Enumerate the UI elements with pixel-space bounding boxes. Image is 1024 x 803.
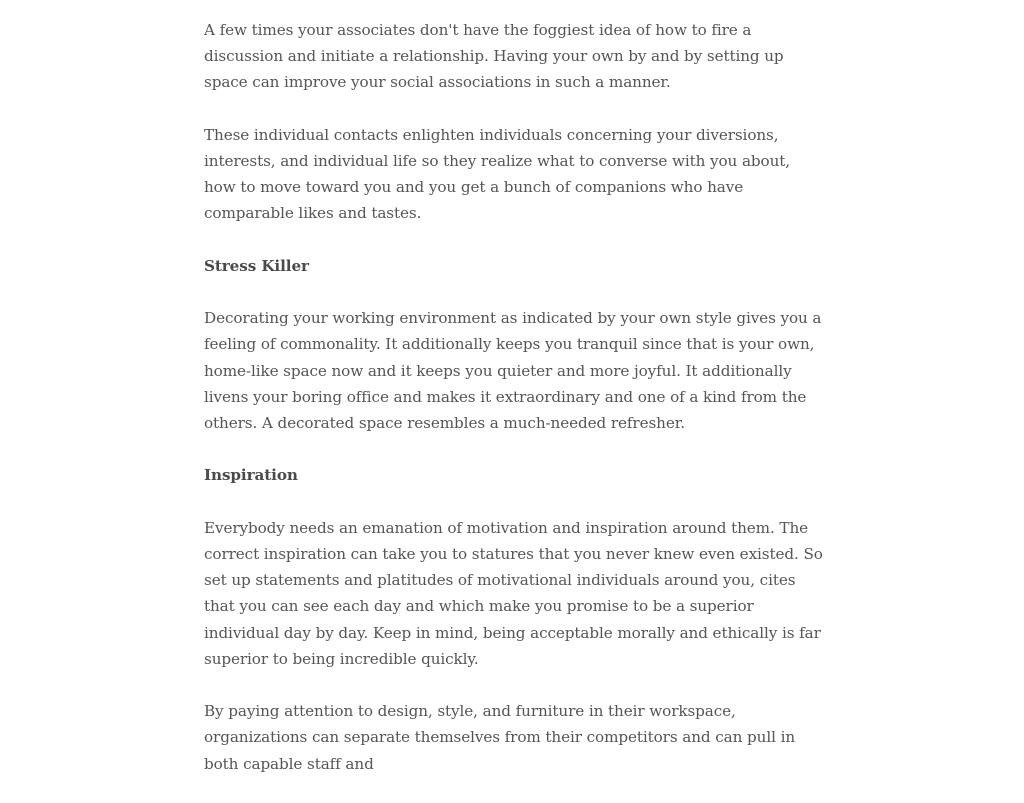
paragraph-design-style: By paying attention to design, style, and furniture in their workspace, organizations can separate themselves from their competitors and can pull in both capable staff and (204, 702, 796, 773)
paragraph-conversation: A few times your associates don't have the foggiest idea of how to fire a discussion and initiate a relationship. Having your own by and by setting up space can improve your social associations in such a manner. (204, 21, 784, 92)
paragraph-motivation: Everybody needs an emanation of motivation and inspiration around them. The correct inspiration can take you to statures that you never knew even existed. So set up statements and platitudes of motivational individuals around you, cites that you can see each day and which make you promise to be a superior individual day by day. Keep in mind, being acceptable morally and ethically is far superior to being incredible quickly. (204, 518, 823, 668)
article-body (204, 17, 824, 803)
paragraph-decorating: Decorating your working environment as indicated by your own style gives you a feeling of commonality. It additionally keeps you tranquil since that is your own, home-like space now and it keeps you quieter and more joyful. It additionally livens your boring office and makes it extraordinary and one of a kind from the others. A decorated space resembles a much-needed refresher. (204, 309, 822, 432)
heading-stress-killer: Stress Killer (204, 256, 309, 275)
heading-inspiration: Inspiration (204, 466, 298, 485)
paragraph-personal-contacts: These individual contacts enlighten individuals concerning your diversions, interests, and individual life so they realize what to converse with you about, how to move toward you and you get a bunch of companions who have comparable likes and tastes. (204, 125, 790, 223)
